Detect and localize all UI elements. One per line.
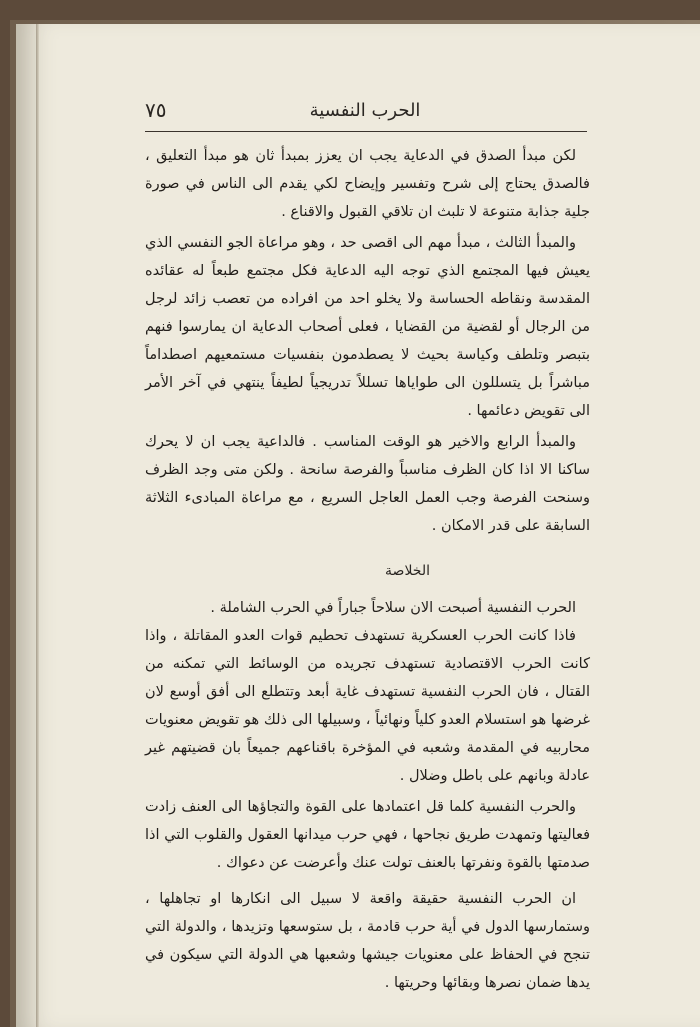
paragraph-third-principle: والمبدأ الثالث ، مبدأ مهم الى اقصى حد ، وهو مراعاة الجو النفسي الذي يعيش فيها المجتمع الذي توجه اليه الدعاية فكل مجتمع طبعاً له عقائده المقدسة ونقاطه الحساسة ولا يخلو احد من افراده من تعصب زائد لرجل من الرجال أو لقضية من القضايا ، فعلى أصحاب الدعاية ان يمارسوا فنهم بتبصر وتلطف وكياسة بحيث لا يصطدمون بنفسيات مستمعيهم اصطداماً مباشراً بل يتسللون الى طواياها تسللاً تدريجياً لطيفاً ينتهي في آخر الأمر الى تقويض دعائمها .: [145, 235, 590, 419]
paragraph-summary-intro: الحرب النفسية أصبحت الان سلاحاً جباراً في الحرب الشاملة .: [210, 600, 576, 616]
summary-heading: الخلاصة: [385, 563, 430, 579]
running-head: الحرب النفسية: [309, 100, 421, 121]
paragraph-force: والحرب النفسية كلما قل اعتمادها على القوة والتجاؤها الى العنف زادت فعاليتها وتمهدت طريق نجاحها ، فهي حرب ميدانها العقول والقلوب التي اذا صدمتها بالقوة ونفرتها بالعنف تولت عنك وأعرضت عن دعواك .: [145, 799, 590, 871]
paragraph-conclusion: ان الحرب النفسية حقيقة واقعة لا سبيل الى انكارها او تجاهلها ، وستمارسها الدول في أية حرب قادمة ، بل ستوسعها وتزيدها ، والدولة التي تنجح في الحفاظ على معنويات جيشها وشعبها هي الدولة التي سيكون في يدها ضمان نصرها وبقائها وحريتها .: [145, 891, 590, 991]
page-gutter: [36, 24, 39, 1027]
paragraph-truth-principle: لكن مبدأ الصدق في الدعاية يجب ان يعزز بمبدأ ثان هو مبدأ التعليق ، فالصدق يحتاج إلى شرح وتفسير وإيضاح لكي يقدم الى الناس في صورة جلية جذابة متنوعة لا تلبث ان تلاقي القبول والاقناع .: [145, 148, 590, 220]
page-body: [145, 142, 590, 997]
paragraph-war-goals: فاذا كانت الحرب العسكرية تستهدف تحطيم قوات العدو المقاتلة ، واذا كانت الحرب الاقتصادية تستهدف تجريده من الوسائط التي تمكنه من القتال ، فان الحرب النفسية تستهدف غاية أبعد وتتطلع الى أفق أوسع لان غرضها هو استسلام العدو كلياً ونهائياً ، وسبيلها الى ذلك هو تقويض معنويات محاربيه في المقدمة وشعبه في المؤخرة باقناعهم جميعاً بان قضيتهم غير عادلة وبانهم على باطل وضلال .: [145, 628, 590, 784]
header-rule: [145, 131, 587, 132]
page-number: ٧٥: [145, 98, 167, 122]
page-header: [145, 98, 587, 128]
paragraph-fourth-principle: والمبدأ الرابع والاخير هو الوقت المناسب . فالداعية يجب ان لا يحرك ساكنا الا اذا كان الظرف مناسباً والفرصة سانحة . ولكن متى وجد الظرف وسنحت الفرصة وجب العمل العاجل السريع ، مع مراعاة المبادىء الثلاثة السابقة على قدر الامكان .: [145, 434, 590, 534]
